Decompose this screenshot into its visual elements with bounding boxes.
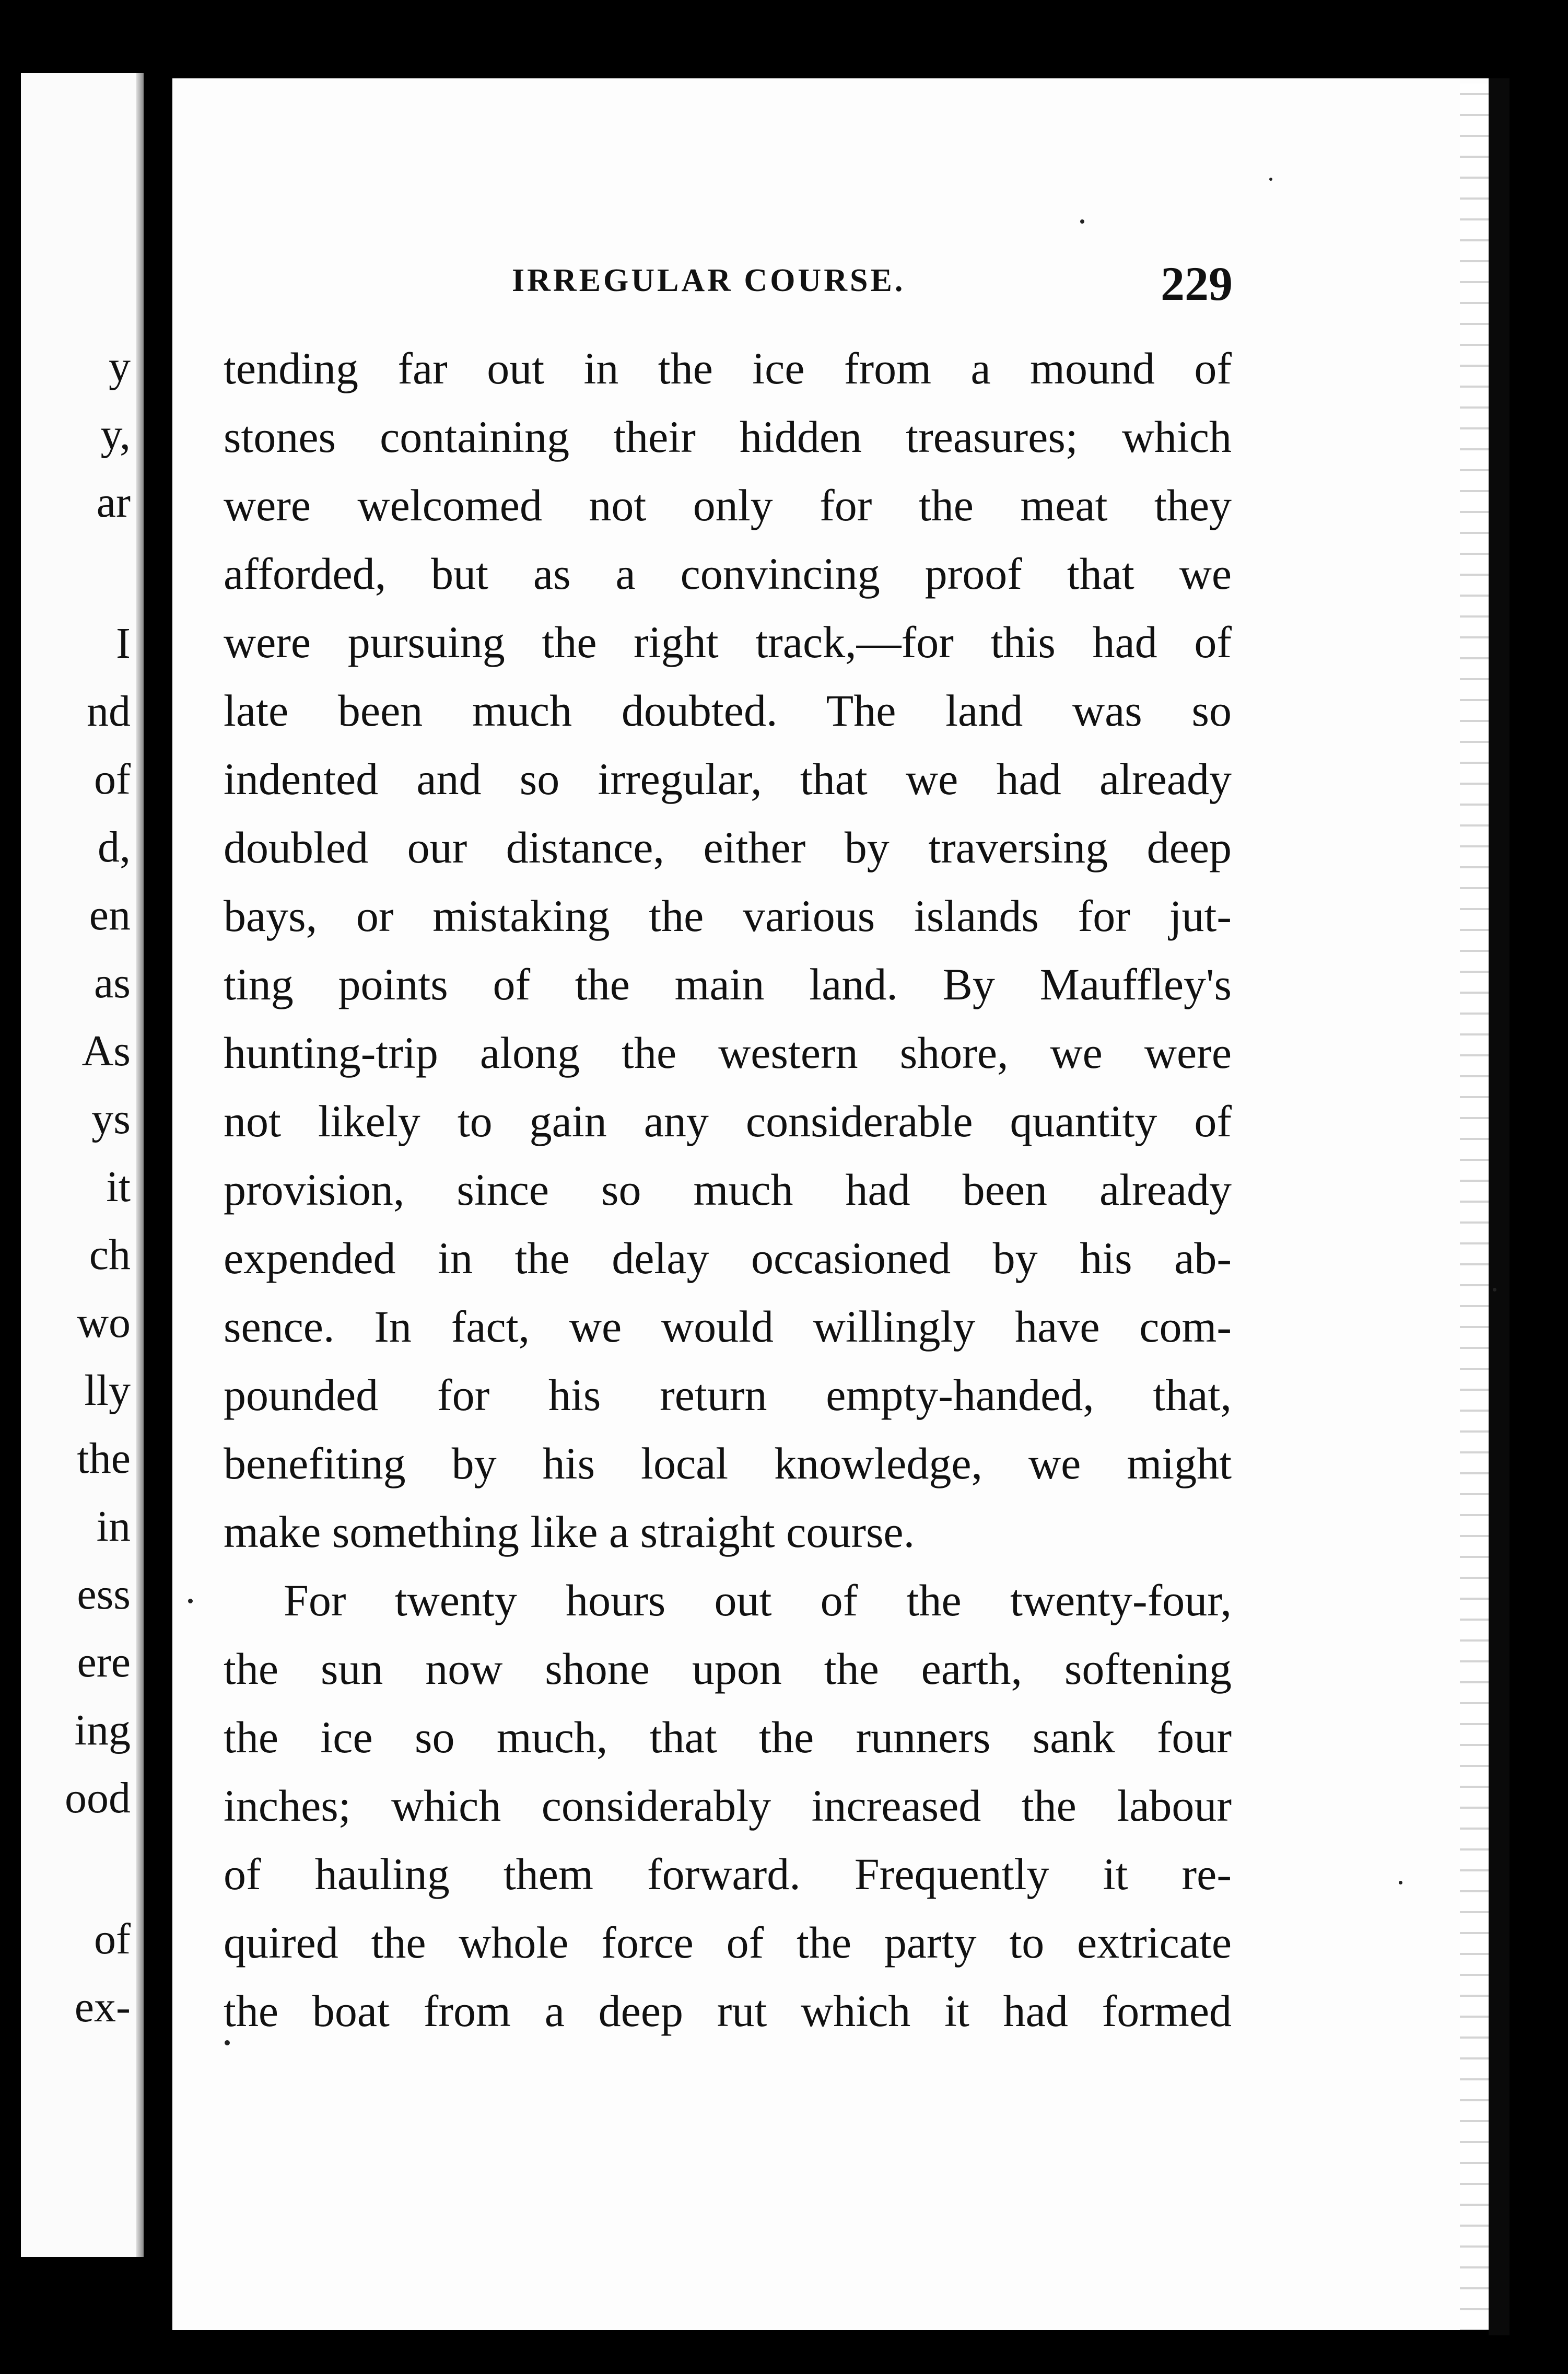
left-page-fragment: ex- — [74, 1983, 131, 2031]
left-page-fragment: as — [94, 959, 131, 1007]
running-title: IRREGULAR COURSE. — [512, 263, 906, 298]
text-line: pounded for his return empty-handed, that, — [224, 1370, 1232, 1420]
text-line: late been much doubted. The land was so — [224, 685, 1232, 736]
left-page-fragment: wo — [77, 1298, 131, 1347]
text-line: were pursuing the right track,—for this had of — [224, 617, 1232, 667]
text-line: the ice so much, that the runners sank four — [224, 1712, 1232, 1762]
print-speck — [225, 2040, 230, 2045]
text-line: inches; which considerably increased the labour — [224, 1780, 1232, 1831]
text-line: indented and so irregular, that we had already — [224, 754, 1232, 804]
left-page-fragment: en — [89, 891, 131, 939]
page-header — [512, 256, 1233, 313]
print-speck — [188, 1599, 193, 1603]
text-line: doubled our distance, either by traversing deep — [224, 822, 1232, 872]
text-line: For twenty hours out of the twenty-four, — [284, 1575, 1232, 1625]
left-page-fragment: it — [106, 1162, 131, 1211]
scan-border — [1489, 78, 1510, 2335]
left-page-fragment: ood — [65, 1774, 131, 1822]
text-line: the boat from a deep rut which it had formed — [224, 1986, 1232, 2036]
text-line: quired the whole force of the party to extricate — [224, 1917, 1232, 1968]
left-page-fragment: lly — [84, 1366, 131, 1415]
text-line: afforded, but as a convincing proof that we — [224, 549, 1232, 599]
left-page-fragment: the — [77, 1434, 131, 1483]
left-page-edge — [136, 73, 144, 2257]
left-page-fragment: ys — [91, 1095, 131, 1143]
text-line: sence. In fact, we would willingly have com- — [224, 1301, 1232, 1352]
text-line: were welcomed not only for the meat they — [224, 480, 1232, 530]
left-page-fragment: y, — [100, 410, 131, 459]
left-page-fragment: ing — [74, 1706, 131, 1754]
print-speck — [1269, 178, 1272, 181]
text-line: provision, since so much had been already — [224, 1165, 1232, 1215]
left-page-fragment: ar — [96, 478, 131, 527]
print-speck — [1493, 1288, 1496, 1291]
text-line: tending far out in the ice from a mound of — [224, 343, 1232, 393]
text-line: stones containing their hidden treasures; which — [224, 412, 1232, 462]
left-page-fragment: in — [96, 1502, 131, 1551]
left-page-fragment: y — [109, 342, 131, 391]
previous-page-margin — [21, 73, 144, 2257]
left-page-fragment: ch — [89, 1230, 131, 1279]
left-page-fragment: ess — [77, 1570, 131, 1619]
left-page-fragment: nd — [87, 687, 131, 736]
left-page-fragment: I — [116, 619, 131, 668]
text-line: not likely to gain any considerable quantity of — [224, 1096, 1232, 1146]
print-speck — [1080, 219, 1084, 224]
text-line: of hauling them forward. Frequently it re- — [224, 1849, 1232, 1899]
text-line: make something like a straight course. — [224, 1507, 915, 1557]
print-speck — [1399, 1881, 1402, 1884]
text-line: the sun now shone upon the earth, softening — [224, 1644, 1232, 1694]
text-line: benefiting by his local knowledge, we might — [224, 1438, 1232, 1488]
text-line: ting points of the main land. By Mauffley's — [224, 959, 1232, 1009]
page-number: 229 — [1161, 257, 1233, 310]
left-page-fragment: of — [94, 755, 131, 804]
body-text — [224, 334, 1232, 2045]
text-line: bays, or mistaking the various islands for jut- — [224, 891, 1232, 941]
left-page-fragment: ere — [77, 1638, 131, 1686]
left-page-fragment: As — [81, 1027, 131, 1075]
left-page-fragment: d, — [98, 823, 131, 871]
left-page-fragment: of — [94, 1915, 131, 1963]
text-line: hunting-trip along the western shore, we were — [224, 1028, 1232, 1078]
text-line: expended in the delay occasioned by his ab- — [224, 1233, 1232, 1283]
